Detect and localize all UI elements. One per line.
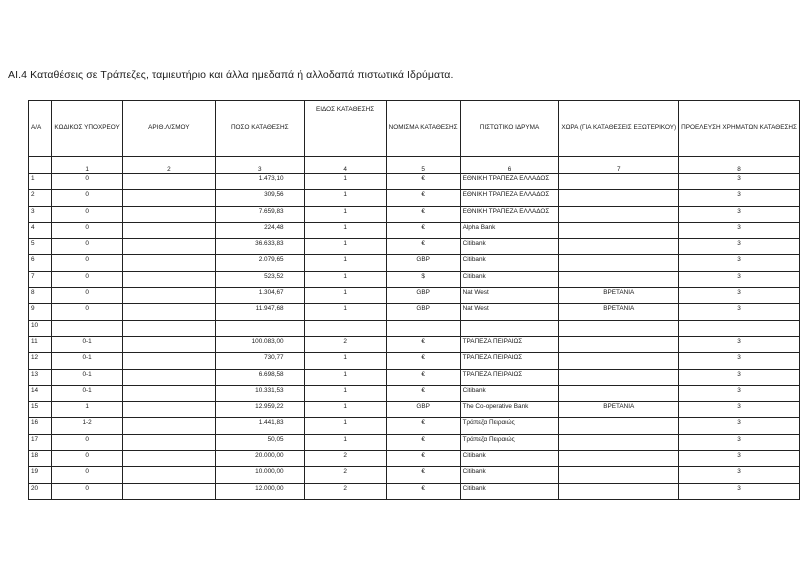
deposit-currency-cell: € (386, 483, 460, 499)
obligor-code-cell: 0 (52, 174, 122, 190)
funds-origin-cell: 3 (679, 402, 800, 418)
funds-origin-cell: 3 (679, 369, 800, 385)
deposit-type-cell: 1 (304, 353, 386, 369)
credit-institution-cell: Τράπεζα Πειραιώς (460, 434, 559, 450)
obligor-code-cell: 0 (52, 451, 122, 467)
deposit-currency-cell: $ (386, 271, 460, 287)
account-number-cell (122, 304, 215, 320)
obligor-code-cell: 0 (52, 288, 122, 304)
funds-origin-cell: 3 (679, 483, 800, 499)
deposit-currency-cell: GBP (386, 288, 460, 304)
deposit-amount-cell: 224,48 (215, 222, 304, 238)
deposit-amount-cell: 10.000,00 (215, 467, 304, 483)
deposit-type-cell: 2 (304, 451, 386, 467)
deposit-type-cell: 1 (304, 271, 386, 287)
obligor-code-cell: 0 (52, 467, 122, 483)
deposit-country-cell (559, 434, 679, 450)
deposit-type-cell: 2 (304, 467, 386, 483)
header-bank: ΠΙΣΤΩΤΙΚΟ ΙΔΡΥΜΑ (460, 101, 559, 157)
deposit-currency-cell: GBP (386, 304, 460, 320)
deposit-currency-cell: GBP (386, 402, 460, 418)
column-number-blank (29, 157, 52, 174)
row-number-cell: 6 (29, 255, 52, 271)
table-row (29, 174, 800, 190)
deposit-country-cell: ΒΡΕΤΑΝΙΑ (559, 304, 679, 320)
deposit-country-cell (559, 418, 679, 434)
credit-institution-cell: ΤΡΑΠΕΖΑ ΠΕΙΡΑΙΩΣ (460, 369, 559, 385)
funds-origin-cell: 3 (679, 271, 800, 287)
table-row (29, 483, 800, 499)
header-country: ΧΩΡΑ (ΓΙΑ ΚΑΤΑΘΕΣΕΙΣ ΕΞΩΤΕΡΙΚΟΥ) (559, 101, 679, 157)
deposit-country-cell (559, 369, 679, 385)
deposit-type-cell: 1 (304, 190, 386, 206)
obligor-code-cell: 0 (52, 206, 122, 222)
table-row (29, 451, 800, 467)
deposit-rows (29, 174, 800, 500)
credit-institution-cell: Alpha Bank (460, 222, 559, 238)
deposit-amount-cell: 523,52 (215, 271, 304, 287)
deposit-currency-cell: € (386, 353, 460, 369)
account-number-cell (122, 239, 215, 255)
deposit-country-cell: ΒΡΕΤΑΝΙΑ (559, 288, 679, 304)
deposit-amount-cell: 10.331,53 (215, 385, 304, 401)
account-number-cell (122, 288, 215, 304)
obligor-code-cell: 0 (52, 190, 122, 206)
row-number-cell: 16 (29, 418, 52, 434)
account-number-cell (122, 369, 215, 385)
row-number-cell: 17 (29, 434, 52, 450)
header-type: ΕΙΔΟΣ ΚΑΤΑΘΕΣΗΣ (304, 101, 386, 157)
deposit-currency-cell: € (386, 369, 460, 385)
funds-origin-cell: 3 (679, 353, 800, 369)
funds-origin-cell: 3 (679, 255, 800, 271)
deposit-country-cell (559, 353, 679, 369)
deposit-country-cell (559, 222, 679, 238)
deposit-amount-cell: 1.304,67 (215, 288, 304, 304)
header-row (29, 101, 800, 157)
credit-institution-cell: ΤΡΑΠΕΖΑ ΠΕΙΡΑΙΩΣ (460, 353, 559, 369)
row-number-cell: 2 (29, 190, 52, 206)
deposit-amount-cell: 309,56 (215, 190, 304, 206)
row-number-cell: 11 (29, 336, 52, 352)
deposit-currency-cell: € (386, 467, 460, 483)
account-number-cell (122, 385, 215, 401)
table-row (29, 434, 800, 450)
table-row (29, 402, 800, 418)
obligor-code-cell: 1-2 (52, 418, 122, 434)
funds-origin-cell: 3 (679, 190, 800, 206)
deposit-type-cell: 1 (304, 402, 386, 418)
credit-institution-cell: Citibank (460, 255, 559, 271)
obligor-code-cell: 0 (52, 434, 122, 450)
deposit-type-cell: 2 (304, 483, 386, 499)
credit-institution-cell: ΕΘΝΙΚΗ ΤΡΑΠΕΖΑ ΕΛΛΑΔΟΣ (460, 190, 559, 206)
account-number-cell (122, 353, 215, 369)
column-number-row (29, 157, 800, 174)
deposit-amount-cell: 1.441,83 (215, 418, 304, 434)
deposit-amount-cell: 1.473,10 (215, 174, 304, 190)
obligor-code-cell (52, 320, 122, 336)
deposits-table (28, 100, 800, 500)
row-number-cell: 4 (29, 222, 52, 238)
funds-origin-cell: 3 (679, 239, 800, 255)
table-row (29, 385, 800, 401)
row-number-cell: 8 (29, 288, 52, 304)
deposit-type-cell: 1 (304, 239, 386, 255)
row-number-cell: 3 (29, 206, 52, 222)
table-row (29, 467, 800, 483)
deposit-amount-cell: 6.698,58 (215, 369, 304, 385)
account-number-cell (122, 451, 215, 467)
deposit-type-cell: 1 (304, 369, 386, 385)
table-row (29, 304, 800, 320)
account-number-cell (122, 418, 215, 434)
row-number-cell: 9 (29, 304, 52, 320)
deposit-type-cell: 1 (304, 385, 386, 401)
column-number: 3 (215, 157, 304, 174)
deposit-amount-cell: 730,77 (215, 353, 304, 369)
credit-institution-cell: Citibank (460, 467, 559, 483)
deposit-currency-cell: € (386, 206, 460, 222)
deposit-amount-cell: 7.659,83 (215, 206, 304, 222)
deposit-currency-cell: € (386, 239, 460, 255)
obligor-code-cell: 0-1 (52, 369, 122, 385)
deposit-country-cell (559, 206, 679, 222)
row-number-cell: 18 (29, 451, 52, 467)
deposit-amount-cell (215, 320, 304, 336)
account-number-cell (122, 402, 215, 418)
table-row (29, 418, 800, 434)
table-row (29, 206, 800, 222)
obligor-code-cell: 0-1 (52, 336, 122, 352)
deposit-type-cell: 1 (304, 222, 386, 238)
account-number-cell (122, 483, 215, 499)
deposit-amount-cell: 20.000,00 (215, 451, 304, 467)
obligor-code-cell: 0-1 (52, 353, 122, 369)
deposit-country-cell (559, 239, 679, 255)
credit-institution-cell (460, 320, 559, 336)
column-number: 2 (122, 157, 215, 174)
deposit-type-cell: 1 (304, 255, 386, 271)
deposit-country-cell (559, 483, 679, 499)
funds-origin-cell: 3 (679, 418, 800, 434)
deposit-type-cell: 1 (304, 174, 386, 190)
deposit-country-cell (559, 255, 679, 271)
table-row (29, 222, 800, 238)
deposit-currency-cell: € (386, 222, 460, 238)
deposit-type-cell: 1 (304, 288, 386, 304)
credit-institution-cell: Τράπεζα Πειραιώς (460, 418, 559, 434)
account-number-cell (122, 174, 215, 190)
credit-institution-cell: Citibank (460, 271, 559, 287)
deposit-amount-cell: 36.633,83 (215, 239, 304, 255)
deposit-country-cell (559, 467, 679, 483)
row-number-cell: 12 (29, 353, 52, 369)
deposit-type-cell: 1 (304, 434, 386, 450)
obligor-code-cell: 0 (52, 255, 122, 271)
column-number: 6 (460, 157, 559, 174)
row-number-cell: 10 (29, 320, 52, 336)
table-row (29, 255, 800, 271)
obligor-code-cell: 1 (52, 402, 122, 418)
deposit-currency-cell: € (386, 385, 460, 401)
credit-institution-cell: Nat West (460, 288, 559, 304)
deposit-currency-cell: € (386, 336, 460, 352)
deposit-currency-cell: € (386, 434, 460, 450)
row-number-cell: 15 (29, 402, 52, 418)
account-number-cell (122, 222, 215, 238)
credit-institution-cell: ΤΡΑΠΕΖΑ ΠΕΙΡΑΙΩΣ (460, 336, 559, 352)
account-number-cell (122, 206, 215, 222)
deposit-type-cell: 1 (304, 304, 386, 320)
funds-origin-cell (679, 320, 800, 336)
funds-origin-cell: 3 (679, 385, 800, 401)
credit-institution-cell: Citibank (460, 451, 559, 467)
deposit-currency-cell: € (386, 190, 460, 206)
deposit-currency-cell: € (386, 418, 460, 434)
credit-institution-cell: The Co-operative Bank (460, 402, 559, 418)
table-row (29, 190, 800, 206)
header-account: ΑΡΙΘ.Λ/ΣΜΟΥ (122, 101, 215, 157)
deposit-amount-cell: 2.079,65 (215, 255, 304, 271)
account-number-cell (122, 320, 215, 336)
deposit-country-cell (559, 385, 679, 401)
funds-origin-cell: 3 (679, 174, 800, 190)
account-number-cell (122, 336, 215, 352)
credit-institution-cell: ΕΘΝΙΚΗ ΤΡΑΠΕΖΑ ΕΛΛΑΔΟΣ (460, 206, 559, 222)
funds-origin-cell: 3 (679, 434, 800, 450)
table-row (29, 369, 800, 385)
obligor-code-cell: 0-1 (52, 385, 122, 401)
row-number-cell: 20 (29, 483, 52, 499)
deposit-type-cell (304, 320, 386, 336)
credit-institution-cell: ΕΘΝΙΚΗ ΤΡΑΠΕΖΑ ΕΛΛΑΔΟΣ (460, 174, 559, 190)
deposit-currency-cell: € (386, 174, 460, 190)
column-number: 5 (386, 157, 460, 174)
header-aa: Α/Α (29, 101, 52, 157)
deposit-currency-cell: GBP (386, 255, 460, 271)
deposit-currency-cell (386, 320, 460, 336)
deposit-amount-cell: 11.947,68 (215, 304, 304, 320)
funds-origin-cell: 3 (679, 304, 800, 320)
obligor-code-cell: 0 (52, 271, 122, 287)
table-row (29, 336, 800, 352)
deposit-type-cell: 1 (304, 418, 386, 434)
deposit-amount-cell: 12.959,22 (215, 402, 304, 418)
credit-institution-cell: Citibank (460, 483, 559, 499)
column-number: 4 (304, 157, 386, 174)
header-origin: ΠΡΟΕΛΕΥΣΗ ΧΡΗΜΑΤΩΝ ΚΑΤΑΘΕΣΗΣ (679, 101, 800, 157)
header-currency: ΝΟΜΙΣΜΑ ΚΑΤΑΘΕΣΗΣ (386, 101, 460, 157)
deposit-currency-cell: € (386, 451, 460, 467)
column-number: 8 (679, 157, 800, 174)
funds-origin-cell: 3 (679, 206, 800, 222)
funds-origin-cell: 3 (679, 288, 800, 304)
deposit-amount-cell: 12.000,00 (215, 483, 304, 499)
deposit-country-cell (559, 320, 679, 336)
deposit-country-cell (559, 190, 679, 206)
funds-origin-cell: 3 (679, 467, 800, 483)
table-row (29, 320, 800, 336)
credit-institution-cell: Nat West (460, 304, 559, 320)
header-amount: ΠΟΣΟ ΚΑΤΑΘΕΣΗΣ (215, 101, 304, 157)
header-code: ΚΩΔΙΚΟΣ ΥΠΟΧΡΕΟΥ (52, 101, 122, 157)
table-row (29, 239, 800, 255)
page-title: ΑΙ.4 Καταθέσεις σε Τράπεζες, ταμιευτήριο και άλλα ημεδαπά ή αλλοδαπά πιστωτικά Ιδρύματα. (8, 69, 454, 81)
funds-origin-cell: 3 (679, 451, 800, 467)
deposit-country-cell (559, 336, 679, 352)
account-number-cell (122, 434, 215, 450)
deposit-amount-cell: 50,05 (215, 434, 304, 450)
deposit-country-cell (559, 271, 679, 287)
obligor-code-cell: 0 (52, 304, 122, 320)
row-number-cell: 7 (29, 271, 52, 287)
obligor-code-cell: 0 (52, 222, 122, 238)
row-number-cell: 13 (29, 369, 52, 385)
account-number-cell (122, 467, 215, 483)
account-number-cell (122, 255, 215, 271)
column-number: 7 (559, 157, 679, 174)
row-number-cell: 14 (29, 385, 52, 401)
row-number-cell: 1 (29, 174, 52, 190)
obligor-code-cell: 0 (52, 483, 122, 499)
deposit-country-cell (559, 174, 679, 190)
row-number-cell: 5 (29, 239, 52, 255)
column-number: 1 (52, 157, 122, 174)
table-row (29, 353, 800, 369)
credit-institution-cell: Citibank (460, 239, 559, 255)
obligor-code-cell: 0 (52, 239, 122, 255)
deposit-amount-cell: 100.083,00 (215, 336, 304, 352)
account-number-cell (122, 271, 215, 287)
funds-origin-cell: 3 (679, 336, 800, 352)
deposit-type-cell: 2 (304, 336, 386, 352)
table-row (29, 271, 800, 287)
deposit-country-cell (559, 451, 679, 467)
funds-origin-cell: 3 (679, 222, 800, 238)
deposit-country-cell: ΒΡΕΤΑΝΙΑ (559, 402, 679, 418)
table-row (29, 288, 800, 304)
credit-institution-cell: Citibank (460, 385, 559, 401)
deposit-type-cell: 1 (304, 206, 386, 222)
row-number-cell: 19 (29, 467, 52, 483)
account-number-cell (122, 190, 215, 206)
